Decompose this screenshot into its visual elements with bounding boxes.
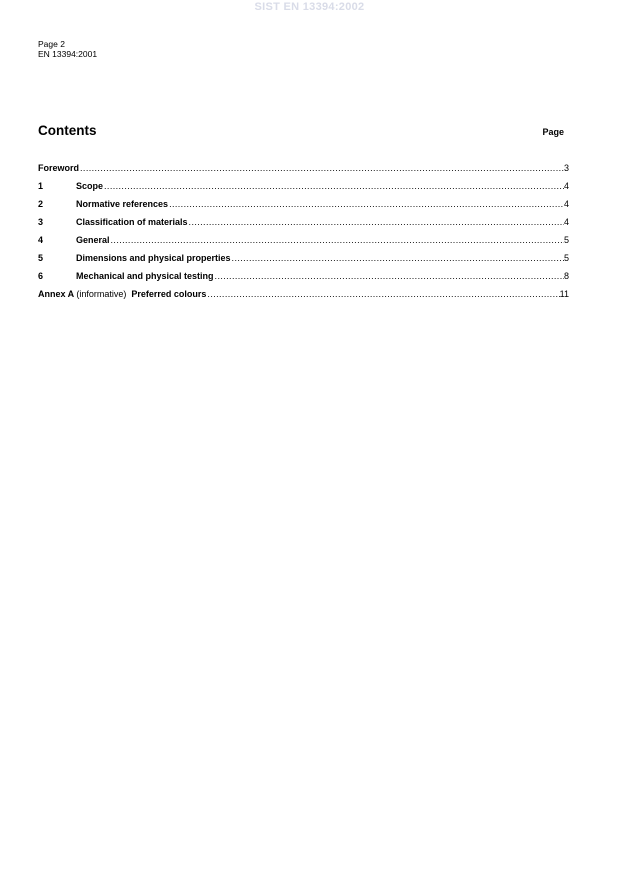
dot-leader — [111, 234, 564, 246]
toc-entry-title: Dimensions and physical properties — [76, 253, 231, 263]
toc-entry-page: 4 — [563, 181, 569, 191]
toc-entry-number: 2 — [38, 199, 44, 209]
dot-leader — [232, 252, 564, 264]
toc-entry-general[interactable] — [38, 234, 569, 252]
toc-entry-classification[interactable] — [38, 216, 569, 234]
toc-entry-normative-references[interactable] — [38, 198, 569, 216]
dot-leader — [80, 162, 564, 174]
toc-entry-page: 3 — [563, 163, 569, 173]
toc-entry-title: Foreword — [38, 163, 80, 173]
annex-qualifier: (informative) — [76, 289, 127, 299]
toc-entry-page: 4 — [563, 199, 569, 209]
standard-reference: EN 13394:2001 — [38, 49, 98, 59]
toc-entry-page: 8 — [563, 271, 569, 281]
toc-entry-scope[interactable] — [38, 180, 569, 198]
contents-title: Contents — [38, 123, 97, 138]
watermark: SIST EN 13394:2002 — [254, 1, 365, 13]
toc-entry-title: Classification of materials — [76, 217, 188, 227]
toc-entry-dimensions[interactable] — [38, 252, 569, 270]
toc-entry-number: 4 — [38, 235, 44, 245]
page-number-label: Page 2 — [38, 39, 65, 49]
dot-leader — [189, 216, 564, 228]
dot-leader — [169, 198, 564, 210]
toc-entry-annex-a[interactable] — [38, 288, 569, 306]
page-column-label: Page — [542, 127, 564, 137]
toc-entry-title: General — [76, 235, 110, 245]
table-of-contents — [38, 162, 569, 306]
contents-heading — [38, 123, 564, 141]
dot-leader — [207, 288, 559, 300]
toc-annex-title — [38, 288, 206, 300]
toc-entry-foreword[interactable] — [38, 162, 569, 180]
toc-entry-testing[interactable] — [38, 270, 569, 288]
toc-entry-title: Normative references — [76, 199, 169, 209]
toc-entry-number: 5 — [38, 253, 44, 263]
toc-entry-number: 3 — [38, 217, 44, 227]
toc-entry-page: 4 — [563, 217, 569, 227]
annex-label: Annex A — [38, 289, 74, 299]
annex-title: Preferred colours — [131, 289, 207, 299]
toc-entry-page: 5 — [563, 253, 569, 263]
toc-entry-number: 6 — [38, 271, 44, 281]
toc-entry-title: Scope — [76, 181, 104, 191]
page-header — [38, 39, 97, 59]
toc-entry-page: 5 — [563, 235, 569, 245]
toc-entry-page: 11 — [559, 289, 569, 299]
dot-leader — [215, 270, 564, 282]
toc-entry-title: Mechanical and physical testing — [76, 271, 214, 281]
toc-entry-number: 1 — [38, 181, 44, 191]
dot-leader — [104, 180, 564, 192]
